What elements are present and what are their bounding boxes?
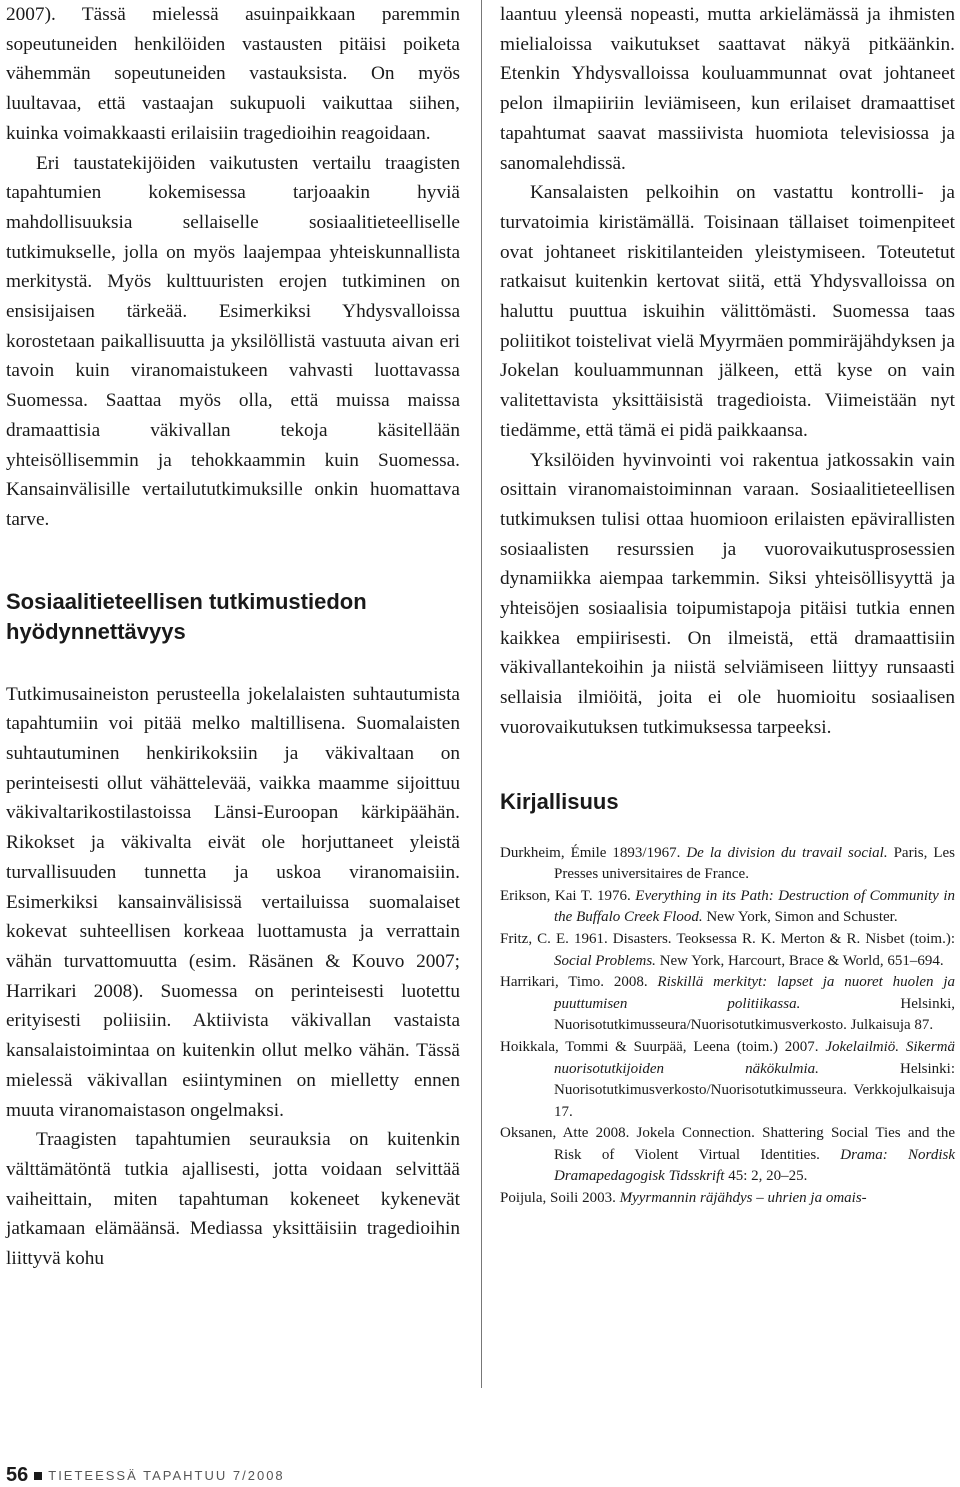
reference-item: Poijula, Soili 2003. Myyrmannin räjähdys – uhrien ja omais- <box>500 1190 867 1207</box>
paragraph: Yksilöiden hyvinvointi voi rakentua jatkossakin vain osittain viranomaistoiminnan varaan. Sosiaalitieteellisen tutkimuksen tulisi ottaa huomioon erilaisten epävirallisten sosiaalisten resurssien ja vuorovaikutusprosessien dynamiikka aiempaa tarkemmin. Siksi yhteisöllisyyttä ja yhteisöjen sosiaalisia toipumistapoja pitäisi tutkia ennen kaikkea empiirisesti. On ilmeistä, että dramaattisiin väkivallantekoihin ja niistä selviämiseen liittyy runsaasti sellaisia ilmiöitä, joita ei ole huomioitu sosiaalisen vuorovaikutuksen tutkimuksessa tarpeeksi. <box>500 449 955 738</box>
square-bullet-icon <box>34 1472 42 1480</box>
journal-name: TIETEESSÄ TAPAHTUU 7/2008 <box>48 1468 285 1483</box>
reference-item: Harrikari, Timo. 2008. Riskillä merkityt: lapset ja nuoret huolen ja puuttumisen politiikassa. Helsinki, Nuorisotutkimusseura/Nuorisotutkimusverkosto. Julkaisuja 87. <box>500 974 955 1034</box>
paragraph: Kansalaisten pelkoihin on vastattu kontrolli- ja turvatoimia kiristämällä. Toisinaan tällaiset toimenpiteet ovat johtaneet riskitilanteiden yleistymiseen. Toteutetut ratkaisut kuitenkin kertovat siitä, että Yhdysvalloissa on haluttu puuttua iskuihin välittömästi. Suomessa taas poliitikot toistelivat vielä Myyrmäen pommiräjähdyksen ja Jokelan kouluammunnan jälkeen, että kyse on vain valitettavista yksittäisistä tragedioista. Viimeistään nyt tiedämme, että tämä ei pidä paikkaansa. <box>500 182 955 441</box>
reference-list <box>500 843 955 1210</box>
right-column <box>500 0 955 1210</box>
reference-item: Durkheim, Émile 1893/1967. De la division du travail social. Paris, Les Presses universitaires de France. <box>500 844 955 883</box>
references-heading: Kirjallisuus <box>500 788 619 814</box>
left-column <box>6 0 460 1274</box>
reference-item: Hoikkala, Tommi & Suurpää, Leena (toim.) 2007. Jokelailmiö. Sikermä nuorisotutkijoiden näkökulmia. Helsinki: Nuorisotutkimusverkosto/Nuorisotutkimusseura. Verkkojulkaisuja 17. <box>500 1038 956 1120</box>
reference-item: Oksanen, Atte 2008. Jokela Connection. Shattering Social Ties and the Risk of Violent Virtual Identities. Drama: Nordisk Dramapedagogisk Tidsskrift 45: 2, 20–25. <box>500 1125 955 1185</box>
reference-item: Erikson, Kai T. 1976. Everything in its Path: Destruction of Community in the Buffalo Creek Flood. New York, Simon and Schuster. <box>500 887 955 926</box>
paragraph: Tutkimusaineiston perusteella jokelalaisten suhtautumista tapahtumiin voi pitää melko maltillisena. Suomalaisten suhtautuminen henkirikoksiin ja väkivaltaan on perinteisesti ollut vähättelevää, vaikka maamme sijoittuu väkivaltarikostilastoissa Länsi-Euroopan kärkipäähän. Rikokset ja väkivalta eivät ole horjuttaneet yleistä turvallisuuden tunnetta ja uskoa viranomaisiin. Esimerkiksi kansainvälisissä vertailuissa suomalaiset kokevat suhteellisen korkeaa luottamusta ja verrattain vähän turvattomuutta (esim. Räsänen & Kouvo 2007; Harrikari 2008). Suomessa on perinteisesti luotettu erityisesti poliisiin. Aktiivista väkivallan vastaista kansalaistoimintaa on kuitenkin ollut melko vähän. Tässä mielessä väkivallan esiintyminen on mielletty ennen muuta viranomaistason ongelmaksi. <box>6 683 460 1121</box>
section-heading: Sosiaalitieteellisen tutkimustiedon hyödynnettävyys <box>6 588 367 644</box>
page-number: 56 <box>6 1464 29 1486</box>
paragraph: Traagisten tapahtumien seurauksia on kuitenkin välttämätöntä tutkia ajallisesti, jotta voidaan selvittää vaiheittain, miten tapahtuman kokeneet kykenevät jatkamaan elämäänsä. Mediassa yksittäisiin tragedioihin liittyvä kohu <box>6 1129 460 1270</box>
paragraph: laantuu yleensä nopeasti, mutta arkielämässä ja ihmisten mielialoissa vaikutukset saattavat näkyä pitkäänkin. Etenkin Yhdysvalloissa kouluammunnat ovat johtaneet pelon ilmapiiriin leviämiseen, kun erilaiset dramaattiset tapahtumat saavat massiivista huomiota televisiossa ja sanomalehdissä. <box>500 4 955 174</box>
paragraph: Eri taustatekijöiden vaikutusten vertailu traagisten tapahtumien kokemisessa tarjoaakin hyviä mahdollisuuksia sellaiselle sosiaalitieteelliselle tutkimukselle, jolla on myös laajempaa yhteiskunnallista merkitystä. Myös kulttuuristen erojen tutkiminen on ensisijaisen tärkeää. Esimerkiksi Yhdysvalloissa korostetaan paikallisuutta ja yksilöllistä vastuuta aivan eri tavoin kuin viranomaistukeen vahvasti luottavassa Suomessa. Saattaa myös olla, että muissa maissa dramaattisia väkivallan tekoja käsitellään yhteisöllisemmin ja tehokkaammin kuin Suomessa. Kansainvälisille vertailututkimuksille onkin huomattava tarve. <box>6 152 460 530</box>
page-footer <box>6 1464 285 1487</box>
reference-item: Fritz, C. E. 1961. Disasters. Teoksessa R. K. Merton & R. Nisbet (toim.): Social Problems. New York, Harcourt, Brace & World, 651–694. <box>500 930 955 969</box>
paragraph: 2007). Tässä mielessä asuinpaikkaan paremmin sopeutuneiden henkilöiden vastausten pitäisi poiketa vähemmän sopeutuneiden vastauksista. On myös luultavaa, että vastaajan sukupuoli vaikuttaa siihen, kuinka voimakkaasti erilaisiin tragedioihin reagoidaan. <box>6 4 460 144</box>
column-divider <box>481 0 482 1388</box>
